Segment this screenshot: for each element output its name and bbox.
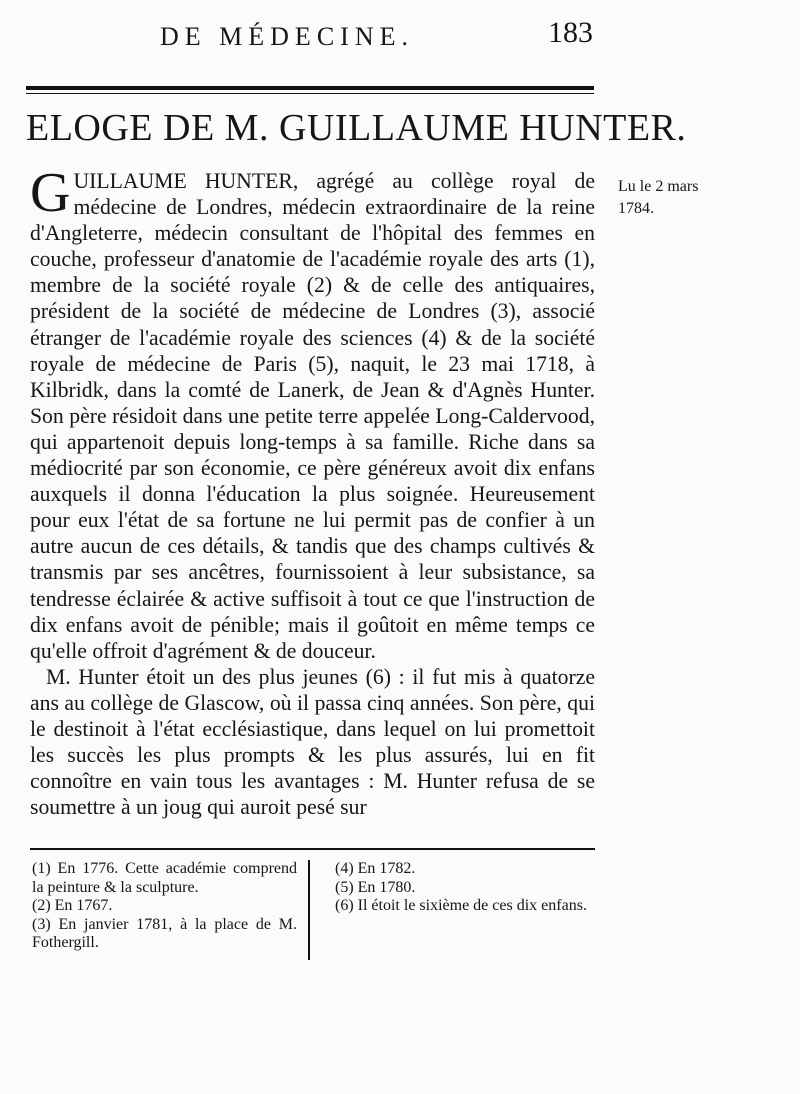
- paragraph: [30, 162, 595, 664]
- subject-name: UILLAUME HUNTER: [73, 169, 293, 193]
- footnote: (2) En 1767.: [32, 897, 113, 914]
- drop-cap: G: [30, 162, 71, 224]
- footnote-column-divider: [308, 860, 310, 960]
- chapter-title: ELOGE DE M. GUILLAUME HUNTER.: [26, 107, 687, 149]
- footnotes-left: [32, 860, 297, 953]
- footnotes-right: [335, 860, 593, 916]
- footnote: (5) En 1780.: [335, 878, 416, 896]
- footnote: (4) En 1782.: [335, 860, 416, 877]
- paragraph-text: , agrégé au collège royal de médecine de Londres, médecin extraordinaire de la reine d'Angleterre, médecin consultant de l'hôpital des femmes en couche, professeur d'anatomie de l'académie royale des arts (1), membre de la société royale (2) & de celle des antiquaires, président de la société de médecine de Londres (3), associé étranger de l'académie royale des sciences (4) & de la société royale de médecine de Paris (5), naquit, le 23 mai 1718, à Kilbridk, dans la comté de Lanerk, de Jean & d'Agnès Hunter. Son père résidoit dans une petite terre appelée Long-Caldervood, qui appartenoit depuis long-temps à sa famille. Riche dans sa médiocrité par son économie, ce père généreux avoit dix enfans auxquels il donna l'éducation la plus soignée. Heureusement pour eux l'état de sa fortune ne lui permit pas de confier à un autre aucun de ces détails, & tandis que des champs cultivés & transmis par ses ancêtres, fournissoient à leur subsistance, sa tendresse éclairée & active suffisoit à tout ce que l'instruction de dix enfans avoit de pénible; mais il goûtoit en même temps ce qu'elle offroit d'agrément & de douceur.: [30, 169, 595, 663]
- running-title: DE MÉDECINE.: [160, 22, 414, 51]
- header-rule: [26, 86, 594, 94]
- body-text: [30, 162, 595, 820]
- margin-note-line: 1784.: [618, 200, 654, 217]
- paragraph: M. Hunter étoit un des plus jeunes (6) : il fut mis à quatorze ans au collège de Glascow, où il passa cinq années. Son père, qui le destinoit à l'état ecclésiastique, dans lequel on lui promettoit les succès les plus prompts & les plus assurés, lui en fit connoître en vain tous les avantages : M. Hunter refusa de se soumettre à un joug qui auroit pesé sur: [30, 664, 595, 820]
- footnote: (3) En janvier 1781, à la place de M. Fothergill.: [32, 915, 297, 951]
- footnote: (6) Il étoit le sixième de ces dix enfans.: [335, 897, 587, 914]
- footnote-rule: [30, 848, 595, 850]
- page-number: 183: [548, 16, 593, 49]
- margin-note-line: Lu le 2 mars: [618, 178, 699, 195]
- margin-note: [618, 176, 738, 220]
- footnote: (1) En 1776. Cette académie comprend la peinture & la sculpture.: [32, 860, 297, 896]
